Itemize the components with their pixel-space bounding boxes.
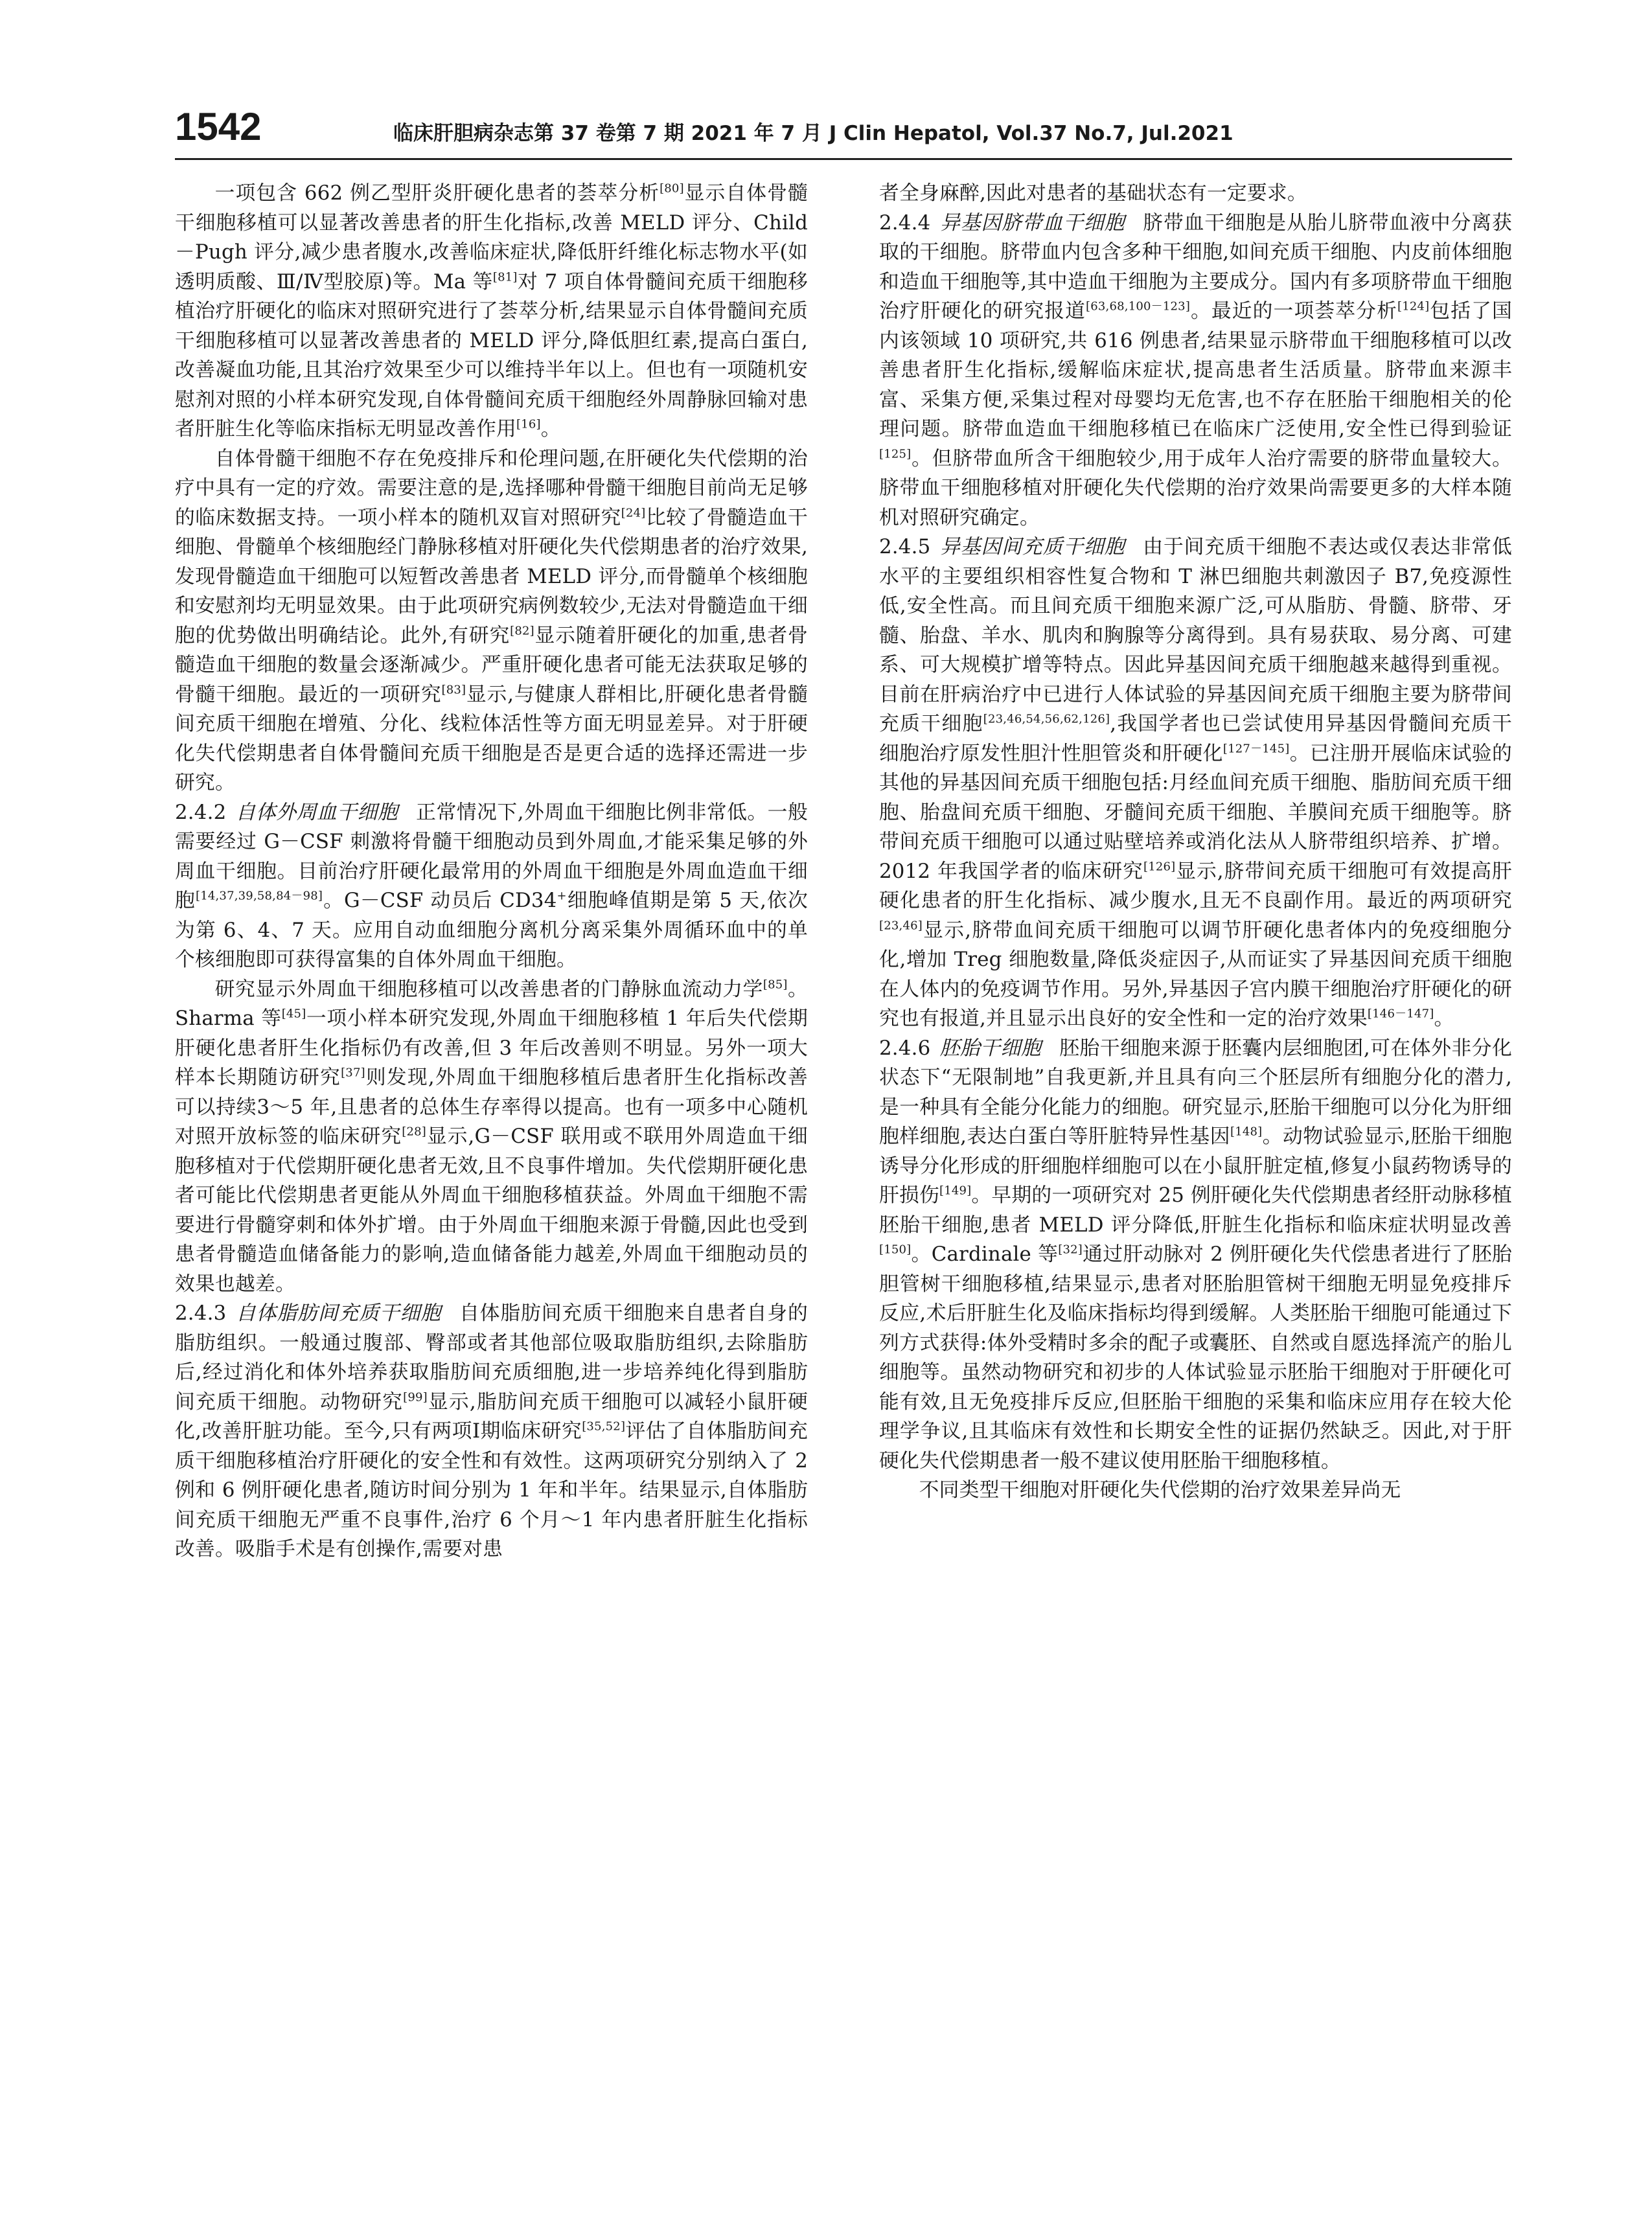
citation: [16] xyxy=(516,417,541,431)
paragraph xyxy=(175,444,808,798)
text: 。Cardinale 等 xyxy=(911,1243,1059,1266)
paragraph-continued: 者全身麻醉,因此对患者的基础状态有一定要求。 xyxy=(879,181,1307,205)
text: 一项小样本研究发现,外周血干细胞移植 1 年后失代偿期肝硬化患者肝生化指标仍有改善,但 3 年后改善则不明显。另外一项大样本长期随访研究 xyxy=(175,1007,808,1089)
section-number: 2.4.6 xyxy=(879,1036,931,1060)
text: 对 7 项自体骨髓间充质干细胞移植治疗肝硬化的临床对照研究进行了荟萃分析,结果显示自体骨髓间充质干细胞移植可以显著改善患者的 MELD 评分,降低胆红素,提高白蛋白,改善凝血功能,且其治疗效果至少可以维持半年以上。但也有一项随机安慰剂对照的小样本研究发现,自体骨髓间充质干细胞经外周静脉回输对患者肝脏生化等临床指标无明显改善作用 xyxy=(175,269,809,441)
text: 一项包含 662 例乙型肝炎肝硬化患者的荟萃分析 xyxy=(214,181,660,205)
citation: [124] xyxy=(1397,299,1430,314)
text: 。动物试验显示,胚胎干细胞诱导分化形成的肝细胞样细胞可以在小鼠肝脏定植,修复小鼠药物诱导的肝损伤 xyxy=(879,1125,1513,1207)
text: ,我国学者也已尝试使用异基因骨髓间充质干细胞治疗原发性胆汁性胆管炎和肝硬化 xyxy=(879,712,1513,765)
section-heading: 异基因脐带血干细胞 xyxy=(939,211,1125,235)
text: 通过肝动脉对 2 例肝硬化失代偿患者进行了胚胎胆管树干细胞移植,结果显示,患者对胚胎胆管树干细胞无明显免疫排斥反应,术后肝脏生化及临床指标均得到缓解。人类胚胎干细胞可能通过下列方式获得:体外受精时多余的配子或囊胚、自然或自愿选择流产的胎儿细胞等。虽然动物研究和初步的人体试验显示胚胎干细胞对于肝硬化可能有效,且无免疫排斥反应,但胚胎干细胞的采集和临床应用存在较大伦理学争议,且其临床有效性和长期安全性的证据仍然缺乏。因此,对于肝硬化失代偿期患者一般不建议使用胚胎干细胞移植。 xyxy=(879,1243,1512,1473)
text: 显示,脐带血间充质干细胞可以调节肝硬化患者体内的免疫细胞分化,增加 Treg 细胞数量,降低炎症因子,从而证实了异基因间充质干细胞在人体内的免疫调节作用。另外,异基因子宫内膜干细胞治疗肝硬化的研究也有报道,并且显示出良好的安全性和一定的治疗效果 xyxy=(879,918,1512,1030)
text: 显示,G－CSF 联用或不联用外周造血干细胞移植对于代偿期肝硬化患者无效,且不良事件增加。失代偿期肝硬化患者可能比代偿期患者更能从外周血干细胞移植获益。外周血干细胞不需要进行骨髓穿刺和体外扩增。由于外周血干细胞来源于骨髓,因此也受到患者骨髓造血储备能力的影响,造血储备能力越差,外周血干细胞动员的效果也越差。 xyxy=(175,1125,808,1296)
section-heading: 异基因间充质干细胞 xyxy=(939,535,1125,558)
citation: [125] xyxy=(879,447,912,461)
text: 细胞峰值期是第 5 天,依次为第 6、4、7 天。应用自动血细胞分离机分离采集外周循环血中的单个核细胞即可获得富集的自体外周血干细胞。 xyxy=(175,889,809,971)
citation: [32] xyxy=(1058,1243,1083,1257)
citation: [85] xyxy=(763,978,788,992)
text: 。早期的一项研究对 25 例肝硬化失代偿期患者经肝动脉移植胚胎干细胞,患者 MELD 评分降低,肝脏生化指标和临床症状明显改善 xyxy=(879,1184,1512,1237)
citation: [28] xyxy=(402,1125,426,1139)
page-number: 1542 xyxy=(175,105,262,148)
header-rule xyxy=(175,158,1512,160)
text: 显示,与健康人群相比,肝硬化患者骨髓间充质干细胞在增殖、分化、线粒体活性等方面无明显差异。对于肝硬化失代偿期患者自体骨髓间充质干细胞是否是更合适的选择还需进一步研究。 xyxy=(175,682,808,794)
left-column xyxy=(175,179,808,1565)
section-number: 2.4.4 xyxy=(879,211,931,235)
text: 胚胎干细胞来源于胚囊内层细胞团,可在体外非分化状态下“无限制地”自我更新,并且具有向三个胚层所有细胞分化的潜力,是一种具有全能分化能力的细胞。研究显示,胚胎干细胞可以分化为肝细胞样细胞,表达白蛋白等肝脏特异性基因 xyxy=(879,1036,1513,1148)
citation: [81] xyxy=(492,270,518,284)
text: 自体骨髓干细胞不存在免疫排斥和伦理问题,在肝硬化失代偿期的治疗中具有一定的疗效。需要注意的是,选择哪种骨髓干细胞目前尚无足够的临床数据支持。一项小样本的随机双盲对照研究 xyxy=(175,446,808,529)
citation: [148] xyxy=(1230,1125,1263,1139)
text: 。 xyxy=(1434,1007,1454,1030)
citation: [80] xyxy=(660,181,684,196)
text: 。但脐带血所含干细胞较少,用于成年人治疗需要的脐带血量较大。脐带血干细胞移植对肝硬化失代偿期的治疗效果尚需要更多的大样本随机对照研究确定。 xyxy=(879,446,1512,529)
citation: [99] xyxy=(403,1390,428,1404)
text: 。G－CSF 动员后 CD34 xyxy=(323,889,557,912)
text: 正常情况下,外周血干细胞比例非常低。一般需要经过 G－CSF 刺激将骨髓干细胞动员到外周血,才能采集足够的外周血干细胞。目前治疗肝硬化最常用的外周血干细胞是外周血造血干细胞 xyxy=(175,800,808,912)
citation: [126] xyxy=(1143,860,1176,874)
citation: [146－147] xyxy=(1367,1007,1434,1021)
page-header xyxy=(175,104,1512,157)
citation: [45] xyxy=(281,1007,306,1021)
text: 比较了骨髓造血干细胞、骨髓单个核细胞经门静脉移植对肝硬化失代偿期患者的治疗效果,发现骨髓造血干细胞可以短暂改善患者 MELD 评分,而骨髓单个核细胞和安慰剂均无明显效果。由于此项研究病例数较少,无法对骨髓造血干细胞的优势做出明确结论。此外,有研究 xyxy=(175,505,808,647)
citation: [63,68,100－123] xyxy=(1086,299,1191,314)
paragraph xyxy=(175,179,808,444)
section-heading: 胚胎干细胞 xyxy=(939,1036,1042,1060)
superscript: + xyxy=(556,889,567,903)
citation: [149] xyxy=(939,1184,972,1198)
text: 。 xyxy=(540,417,561,441)
text: 评估了自体脂肪间充质干细胞移植治疗肝硬化的安全性和有效性。这两项研究分别纳入了 2 例和 6 例肝硬化患者,随访时间分别为 1 年和半年。结果显示,自体脂肪间充质干细胞无严重不良事件,治疗 6 个月～1 年内患者肝脏生化指标改善。吸脂手术是有创操作,需要对患 xyxy=(175,1419,808,1561)
text: 显示,脐带间充质干细胞可有效提高肝硬化患者的肝生化指标、减少腹水,且无不良副作用。最近的两项研究 xyxy=(879,859,1512,912)
citation: [14,37,39,58,84－98] xyxy=(195,889,323,903)
citation: [127－145] xyxy=(1222,742,1290,756)
section-heading: 自体外周血干细胞 xyxy=(235,800,398,824)
citation: [83] xyxy=(441,683,466,697)
section-number: 2.4.5 xyxy=(879,535,931,558)
text: 显示,脂肪间充质干细胞可以减轻小鼠肝硬化,改善肝脏功能。至今,只有两项Ⅰ期临床研究 xyxy=(175,1390,808,1443)
citation: [23,46,54,56,62,126] xyxy=(983,712,1110,726)
section-number: 2.4.2 xyxy=(175,800,227,824)
text: 由于间充质干细胞不表达或仅表达非常低水平的主要组织相容性复合物和 T 淋巴细胞共刺激因子 B7,免疫源性低,安全性高。而且间充质干细胞来源广泛,可从脂肪、骨髓、脐带、牙髓、胎盘、羊水、肌肉和胸腺等分离得到。具有易获取、易分离、可建系、可大规模扩增等特点。因此异基因间充质干细胞越来越得到重视。目前在肝病治疗中已进行人体试验的异基因间充质干细胞主要为脐带间充质干细胞 xyxy=(879,535,1512,735)
section-2-4-2 xyxy=(175,798,808,975)
text: 包括了国内该领域 10 项研究,共 616 例患者,结果显示脐带血干细胞移植可以改善患者肝生化指标,缓解临床症状,提高患者生活质量。脐带血来源丰富、采集方便,采集过程对母婴均无危害,也不存在胚胎干细胞相关的伦理问题。脐带血造血干细胞移植已在临床广泛使用,安全性已得到验证 xyxy=(879,299,1513,441)
text: 脐带血干细胞是从胎儿脐带血液中分离获取的干细胞。脐带血内包含多种干细胞,如间充质干细胞、内皮前体细胞和造血干细胞等,其中造血干细胞为主要成分。国内有多项脐带血干细胞治疗肝硬化的研究报道 xyxy=(879,211,1512,323)
text: 自体脂肪间充质干细胞来自患者自身的脂肪组织。一般通过腹部、臀部或者其他部位吸取脂肪组织,去除脂肪后,经过消化和体外培养获取脂肪间充质细胞,进一步培养纯化得到脂肪间充质干细胞。动物研究 xyxy=(175,1301,808,1414)
text: 。Sharma 等 xyxy=(175,977,809,1030)
section-2-4-3 xyxy=(175,1299,808,1565)
paragraph: 不同类型干细胞对肝硬化失代偿期的治疗效果差异尚无 xyxy=(919,1478,1401,1502)
running-head: 临床肝胆病杂志第 37 卷第 7 期 2021 年 7 月 J Clin Hepatol, Vol.37 No.7, Jul.2021 xyxy=(393,122,1233,145)
section-2-4-6 xyxy=(879,1034,1512,1476)
citation: [37] xyxy=(341,1066,365,1080)
citation: [23,46] xyxy=(879,919,923,933)
section-2-4-4 xyxy=(879,209,1512,533)
text: 研究显示外周血干细胞移植可以改善患者的门静脉血流动力学 xyxy=(214,977,763,1001)
right-column xyxy=(879,179,1512,1506)
citation: [150] xyxy=(879,1243,912,1257)
text: 显示自体骨髓干细胞移植可以显著改善患者的肝生化指标,改善 MELD 评分、Child－Pugh 评分,减少患者腹水,改善临床症状,降低肝纤维化标志物水平(如透明质酸、Ⅲ/Ⅳ型胶原)等。Ma 等 xyxy=(175,181,808,293)
section-heading: 自体脂肪间充质干细胞 xyxy=(235,1301,441,1325)
paragraph xyxy=(175,975,808,1300)
section-number: 2.4.3 xyxy=(175,1301,227,1325)
citation: [24] xyxy=(621,506,646,520)
text: 显示随着肝硬化的加重,患者骨髓造血干细胞的数量会逐渐减少。严重肝硬化患者可能无法获取足够的骨髓干细胞。最近的一项研究 xyxy=(175,623,808,706)
text: 。已注册开展临床试验的其他的异基因间充质干细胞包括:月经血间充质干细胞、脂肪间充质干细胞、胎盘间充质干细胞、牙髓间充质干细胞、羊膜间充质干细胞等。脐带间充质干细胞可以通过贴壁培养或消化法从人脐带组织培养、扩增。2012 年我国学者的临床研究 xyxy=(879,741,1512,883)
citation: [35,52] xyxy=(582,1419,626,1434)
section-2-4-5 xyxy=(879,533,1512,1034)
citation: [82] xyxy=(510,624,534,638)
text: 则发现,外周血干细胞移植后患者肝生化指标改善可以持续3～5 年,且患者的总体生存率得以提高。也有一项多中心随机对照开放标签的临床研究 xyxy=(175,1066,809,1148)
text: 。最近的一项荟萃分析 xyxy=(1190,299,1397,323)
